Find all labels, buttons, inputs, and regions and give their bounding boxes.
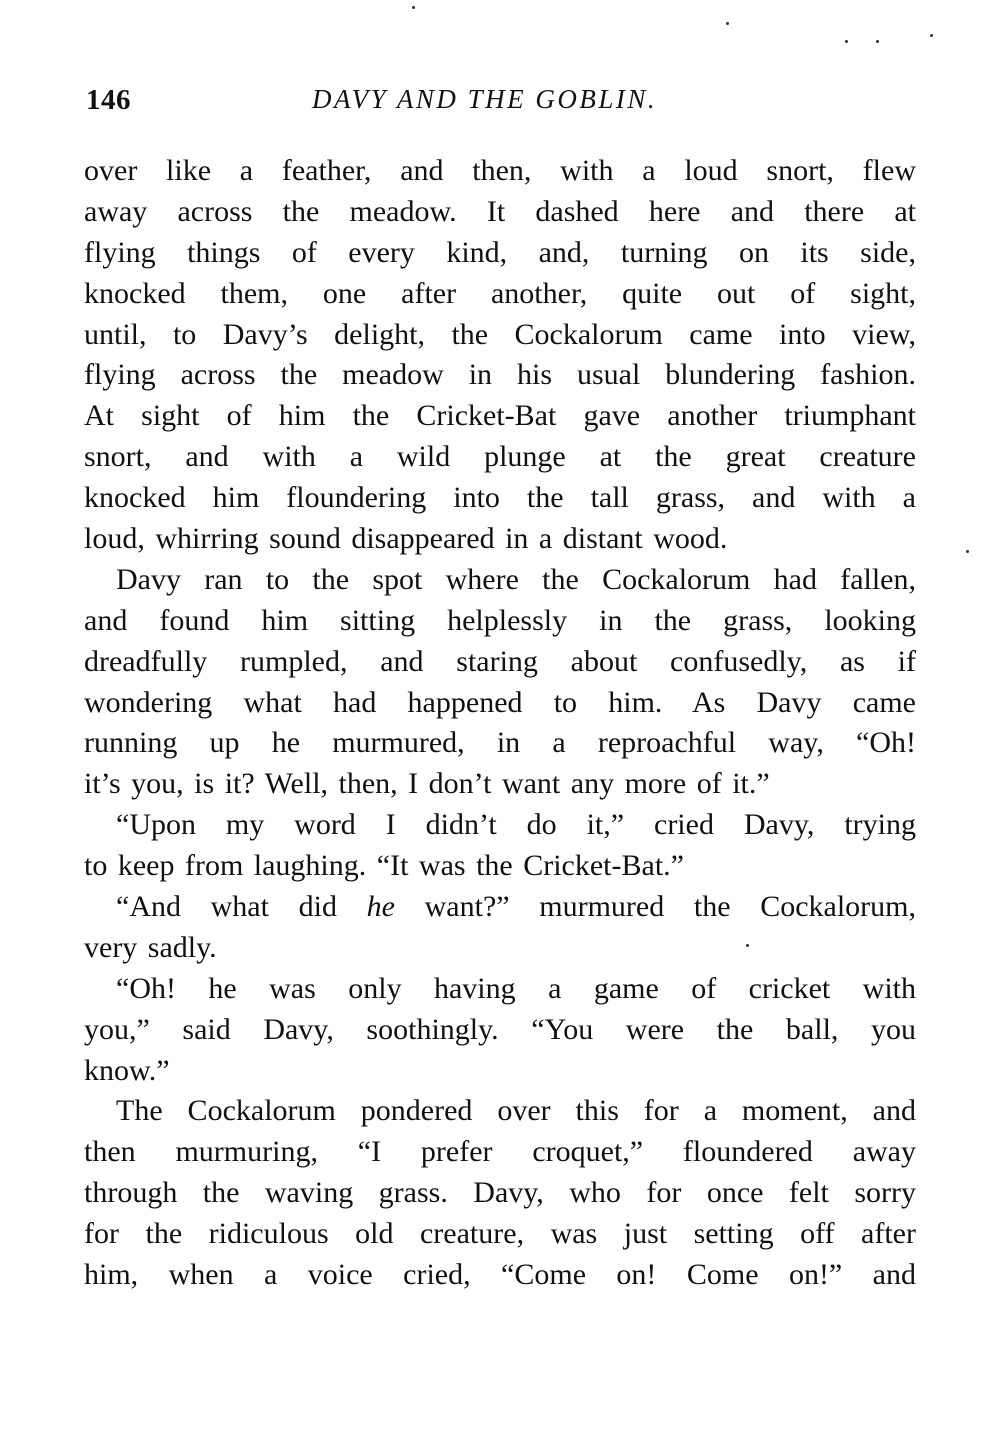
print-speck: [412, 6, 415, 9]
text-line: loud, whirring sound disappeared in a distant wood.: [84, 522, 728, 556]
text-line: The Cockalorum pondered over this for a moment, and: [116, 1094, 916, 1128]
text-line: away across the meadow. It dashed here and there at: [84, 194, 916, 228]
running-title: DAVY AND THE GOBLIN.: [312, 84, 658, 114]
text-line: Davy ran to the spot where the Cockalorum had fallen,: [116, 562, 916, 596]
text-line: At sight of him the Cricket-Bat gave another triumphant: [84, 399, 916, 433]
text-line: “And what did he want?” murmured the Cockalorum,: [116, 890, 916, 924]
text-line: to keep from laughing. “It was the Cricket-Bat.”: [84, 849, 684, 883]
text-line: and found him sitting helplessly in the grass, looking: [84, 603, 916, 637]
text-line: until, to Davy’s delight, the Cockalorum came into view,: [84, 317, 916, 351]
text-line: “Upon my word I didn’t do it,” cried Davy, trying: [116, 808, 916, 842]
text-line: knocked them, one after another, quite out of sight,: [84, 276, 916, 310]
page-header: [86, 84, 916, 124]
print-speck: [930, 34, 933, 37]
text-line: running up he murmured, in a reproachful way, “Oh!: [84, 726, 916, 760]
page-number: 146: [86, 84, 131, 116]
text-line: snort, and with a wild plunge at the great creature: [84, 440, 916, 474]
text-line: then murmuring, “I prefer croquet,” floundered away: [84, 1135, 916, 1169]
print-speck: [876, 40, 879, 43]
emphasis: he: [366, 890, 395, 924]
text-line: dreadfully rumpled, and staring about confusedly, as if: [84, 644, 916, 678]
text-line: very sadly.: [84, 930, 217, 964]
text-line: “Oh! he was only having a game of cricket with: [116, 971, 916, 1005]
print-speck: [966, 550, 969, 553]
text-line: for the ridiculous old creature, was just setting off after: [84, 1217, 916, 1251]
text-line: you,” said Davy, soothingly. “You were the ball, you: [84, 1012, 916, 1046]
text-line: flying across the meadow in his usual blundering fashion.: [84, 358, 916, 392]
text-line: through the waving grass. Davy, who for once felt sorry: [84, 1176, 916, 1210]
print-speck: [845, 40, 848, 43]
body-text: [84, 151, 916, 1296]
print-speck: [726, 22, 729, 25]
text-line: flying things of every kind, and, turning on its side,: [84, 235, 916, 269]
text-line: over like a feather, and then, with a loud snort, flew: [84, 154, 916, 187]
text-line: know.”: [84, 1053, 170, 1087]
text-line: knocked him floundering into the tall grass, and with a: [84, 481, 916, 515]
text-line: wondering what had happened to him. As Davy came: [84, 685, 916, 719]
text-line: him, when a voice cried, “Come on! Come on!” and: [84, 1258, 916, 1292]
text-line: it’s you, is it? Well, then, I don’t want any more of it.”: [84, 767, 770, 801]
